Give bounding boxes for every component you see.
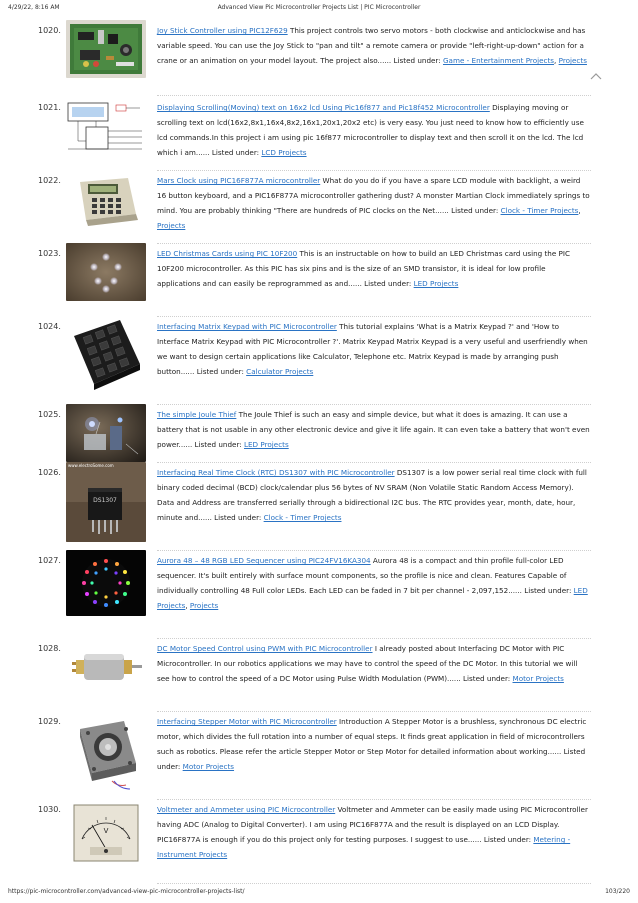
chip-label: DS1307 <box>93 497 117 504</box>
item-number: 1024. <box>38 322 61 331</box>
thumbnail-image <box>66 550 146 616</box>
item-number: 1027. <box>38 556 61 565</box>
tag-link[interactable]: Clock - Timer Projects <box>500 206 579 215</box>
entry-text: Joy Stick Controller using PIC12F629 This project controls two servo motors - both clockwise and anticlockwise and has variable speed. You can use the Joy Stick to "pan and tilt" a remote camera or provide "left-right-up-down" action for a crane or an animation on your model layout. The project also...... Listed under: Game - Entertainment Projects, Projects <box>157 26 587 65</box>
divider <box>157 550 591 551</box>
item-number: 1030. <box>38 805 61 814</box>
entry-text <box>157 246 591 291</box>
divider <box>157 462 591 463</box>
tag-link[interactable]: Motor Projects <box>182 762 235 771</box>
entry-description: This is an instructable on how to build an LED Christmas card using the PIC 10F200 microcontroller. As this PIC has six pins and is the size of an SMD transistor, it is ideal for low profile applications and can easily be reprogrammed as and...... Listed under: <box>157 249 571 288</box>
divider <box>157 95 591 96</box>
print-footer <box>0 888 638 898</box>
entry-text: Mars Clock using PIC16F877A microcontroller What do you do if you have a spare LCD module with backlight, a weird 16 button keyboard, and a PIC16F877A microcontroller gathering dust? A monster Martian Clock immediately springs to mind. You are probably thinking "There are hundreds of PIC clocks on the Net...... Listed under: Clock - Timer Projects, Projects <box>157 176 590 230</box>
thumbnail-caption: www.electroSome.com <box>68 463 114 468</box>
tag-link[interactable]: Projects <box>558 56 587 65</box>
divider <box>157 243 591 244</box>
divider <box>157 638 591 639</box>
print-header <box>0 4 638 16</box>
thumbnail-image <box>66 638 146 696</box>
divider <box>157 799 591 800</box>
entry-text <box>157 319 591 379</box>
thumbnail-image <box>66 97 146 155</box>
entry-description: Voltmeter and Ammeter can be easily made using PIC Microcontroller having ADC (Analog to Digital Converter). I am using PIC16F877A and the result is displayed on an LCD Display. PIC16F877A is enough if you do this project only for testing purposes. I suggest to use...... Listed under: <box>157 805 588 844</box>
item-number: 1029. <box>38 717 61 726</box>
entry-text <box>157 641 591 686</box>
thumbnail-image <box>66 243 146 301</box>
thumbnail-image <box>66 316 146 394</box>
tag-link[interactable]: Projects <box>189 601 219 610</box>
project-link[interactable]: Interfacing Stepper Motor with PIC Microcontroller <box>157 717 337 726</box>
item-number: 1026. <box>38 468 61 477</box>
divider <box>157 316 591 317</box>
divider <box>157 404 591 405</box>
thumbnail-image <box>66 404 146 462</box>
project-link[interactable]: Displaying Scrolling(Moving) text on 16x2 lcd Using Pic16f877 and Pic18f452 Microcontroller <box>157 103 490 112</box>
thumbnail-image <box>66 20 146 78</box>
divider <box>157 883 591 884</box>
entry-text <box>157 407 591 452</box>
print-title: Advanced View Pic Microcontroller Projects List | PIC Microcontroller <box>217 4 421 11</box>
tag-link[interactable]: LED Projects <box>157 586 588 610</box>
thumbnail-image <box>66 711 146 793</box>
item-number: 1028. <box>38 644 61 653</box>
tag-link[interactable]: LED Projects <box>413 279 459 288</box>
entry-description: Aurora 48 is a compact and thin profile full-color LED sequencer. It's built entirely with surface mount components, so the profile is nice and clean. Features Capable of individually controlling 48 Full color LEDs. Each LED can be faded in 7 bit per channel - 2,097,152...... Listed under: <box>157 556 574 595</box>
project-link[interactable]: LED Christmas Cards using PIC 10F200 <box>157 249 298 258</box>
tag-link[interactable]: Calculator Projects <box>246 367 314 376</box>
project-link[interactable]: The simple Joule Thief <box>157 410 237 419</box>
entry-text <box>157 100 591 160</box>
print-date: 4/29/22, 8:16 AM <box>8 4 60 11</box>
entry-description: Introduction A Stepper Motor is a brushless, synchronous DC electric motor, which divides the full rotation into a number of equal steps. It finds great application in field of microcontrollers such as robotics. Please refer the article Stepper Motor or Step Motor for detailed information about working...... Listed under: <box>157 717 587 771</box>
project-link[interactable]: Interfacing Real Time Clock (RTC) DS1307 with PIC Microcontroller <box>157 468 395 477</box>
item-number: 1021. <box>38 103 61 112</box>
project-link[interactable]: Mars Clock using PIC16F877A microcontroller <box>157 176 321 185</box>
thumbnail-image <box>66 170 146 228</box>
item-number: 1023. <box>38 249 61 258</box>
entry-description: The Joule Thief is such an easy and simple device, but what it does is amazing. It can use a battery that is not usable in any other electronic device and give it life again. It can even take a battery that won't even power...... Listed under: <box>157 410 590 449</box>
entry-description: This tutorial explains 'What is a Matrix Keypad ?' and 'How to Interface Matrix Keypad with PIC Microcontroller ?'. Matrix Keypad Matrix Keypad is a very useful and userfriendly when we want to design certain applications like Calculator, Telephone etc. Matrix Keypad is made by arranging push button...... Listed under: <box>157 322 588 376</box>
meter-unit-label: V <box>103 827 109 835</box>
thumbnail-image <box>66 462 146 542</box>
project-link[interactable]: Aurora 48 – 48 RGB LED Sequencer using PIC24FV16KA304 <box>157 556 371 565</box>
entry-description: DS1307 is a low power serial real time clock with full binary coded decimal (BCD) clock/calendar plus 56 bytes of NV SRAM (Non Volatile Static Random Access Memory). Data and Address are transferred serially through a bidirectional I2C bus. The RTC provides year, month, date, hour, minute and...... Listed under: <box>157 468 587 522</box>
tag-link[interactable]: Game - Entertainment Projects <box>442 56 555 65</box>
chevron-up-icon[interactable] <box>590 72 602 80</box>
print-url: https://pic-microcontroller.com/advanced-view-pic-microcontroller-projects-list/ <box>8 888 245 895</box>
entry-description: This project controls two servo motors - both clockwise and anticlockwise and has variable speed. You can use the Joy Stick to "pan and tilt" a remote camera or provide "left-right-up-down" action for a crane or an animation on your model layout. The project also...... Listed under: <box>157 26 586 65</box>
entry-text <box>157 802 591 862</box>
tag-link[interactable]: Projects <box>157 221 186 230</box>
project-link[interactable]: DC Motor Speed Control using PWM with PIC Microcontroller <box>157 644 373 653</box>
item-number: 1022. <box>38 176 61 185</box>
entry-text <box>157 465 591 525</box>
entry-description: I already posted about Interfacing DC Motor with PIC Microcontroller. In our robotics applications we may have to control the speed of the DC Motor. In this tutorial we will see how to control the speed of a DC Motor using Pulse Width Modulation (PWM)...... Listed under: <box>157 644 578 683</box>
tag-link[interactable]: Clock - Timer Projects <box>263 513 342 522</box>
tag-link[interactable]: Motor Projects <box>512 674 564 683</box>
tag-link[interactable]: LCD Projects <box>261 148 307 157</box>
entry-description: What do you do if you have a spare LCD module with backlight, a weird 16 button keyboard, and a PIC16F877A microcontroller gathering dust? A monster Martian Clock immediately springs to mind. You are probably thinking "There are hundreds of PIC clocks on the Net...... Listed under: <box>157 176 590 215</box>
item-number: 1025. <box>38 410 61 419</box>
page-counter: 103/220 <box>605 888 630 895</box>
tag-link[interactable]: LED Projects <box>244 440 289 449</box>
entry-text: Aurora 48 – 48 RGB LED Sequencer using PIC24FV16KA304 Aurora 48 is a compact and thin profile full-color LED sequencer. It's built entirely with surface mount components, so the profile is nice and clean. Features Capable of individually controlling 48 Full color LEDs. Each LED can be faded in 7 bit per channel - 2,097,152...... Listed under: LED Projects, Projects <box>157 556 588 610</box>
item-number: 1020. <box>38 26 61 35</box>
entry-text <box>157 714 591 774</box>
project-link[interactable]: Voltmeter and Ammeter using PIC Microcontroller <box>157 805 336 814</box>
thumbnail-image <box>66 799 146 869</box>
tag-link[interactable]: Metering - Instrument Projects <box>157 835 571 859</box>
project-link[interactable]: Joy Stick Controller using PIC12F629 <box>157 26 288 35</box>
divider <box>157 170 591 171</box>
project-link[interactable]: Interfacing Matrix Keypad with PIC Microcontroller <box>157 322 337 331</box>
divider <box>157 711 591 712</box>
entry-description: Displaying moving or scrolling text on lcd(16x2,8x1,16x4,8x2,16x1,20x1,20x2 etc) is very easy. You just need to know how to efficiently use lcd commands.In this project i am using pic 16f877 microcontroller to display text and then scroll it on the lcd. The lcd which i am...... Listed under: <box>157 103 584 157</box>
